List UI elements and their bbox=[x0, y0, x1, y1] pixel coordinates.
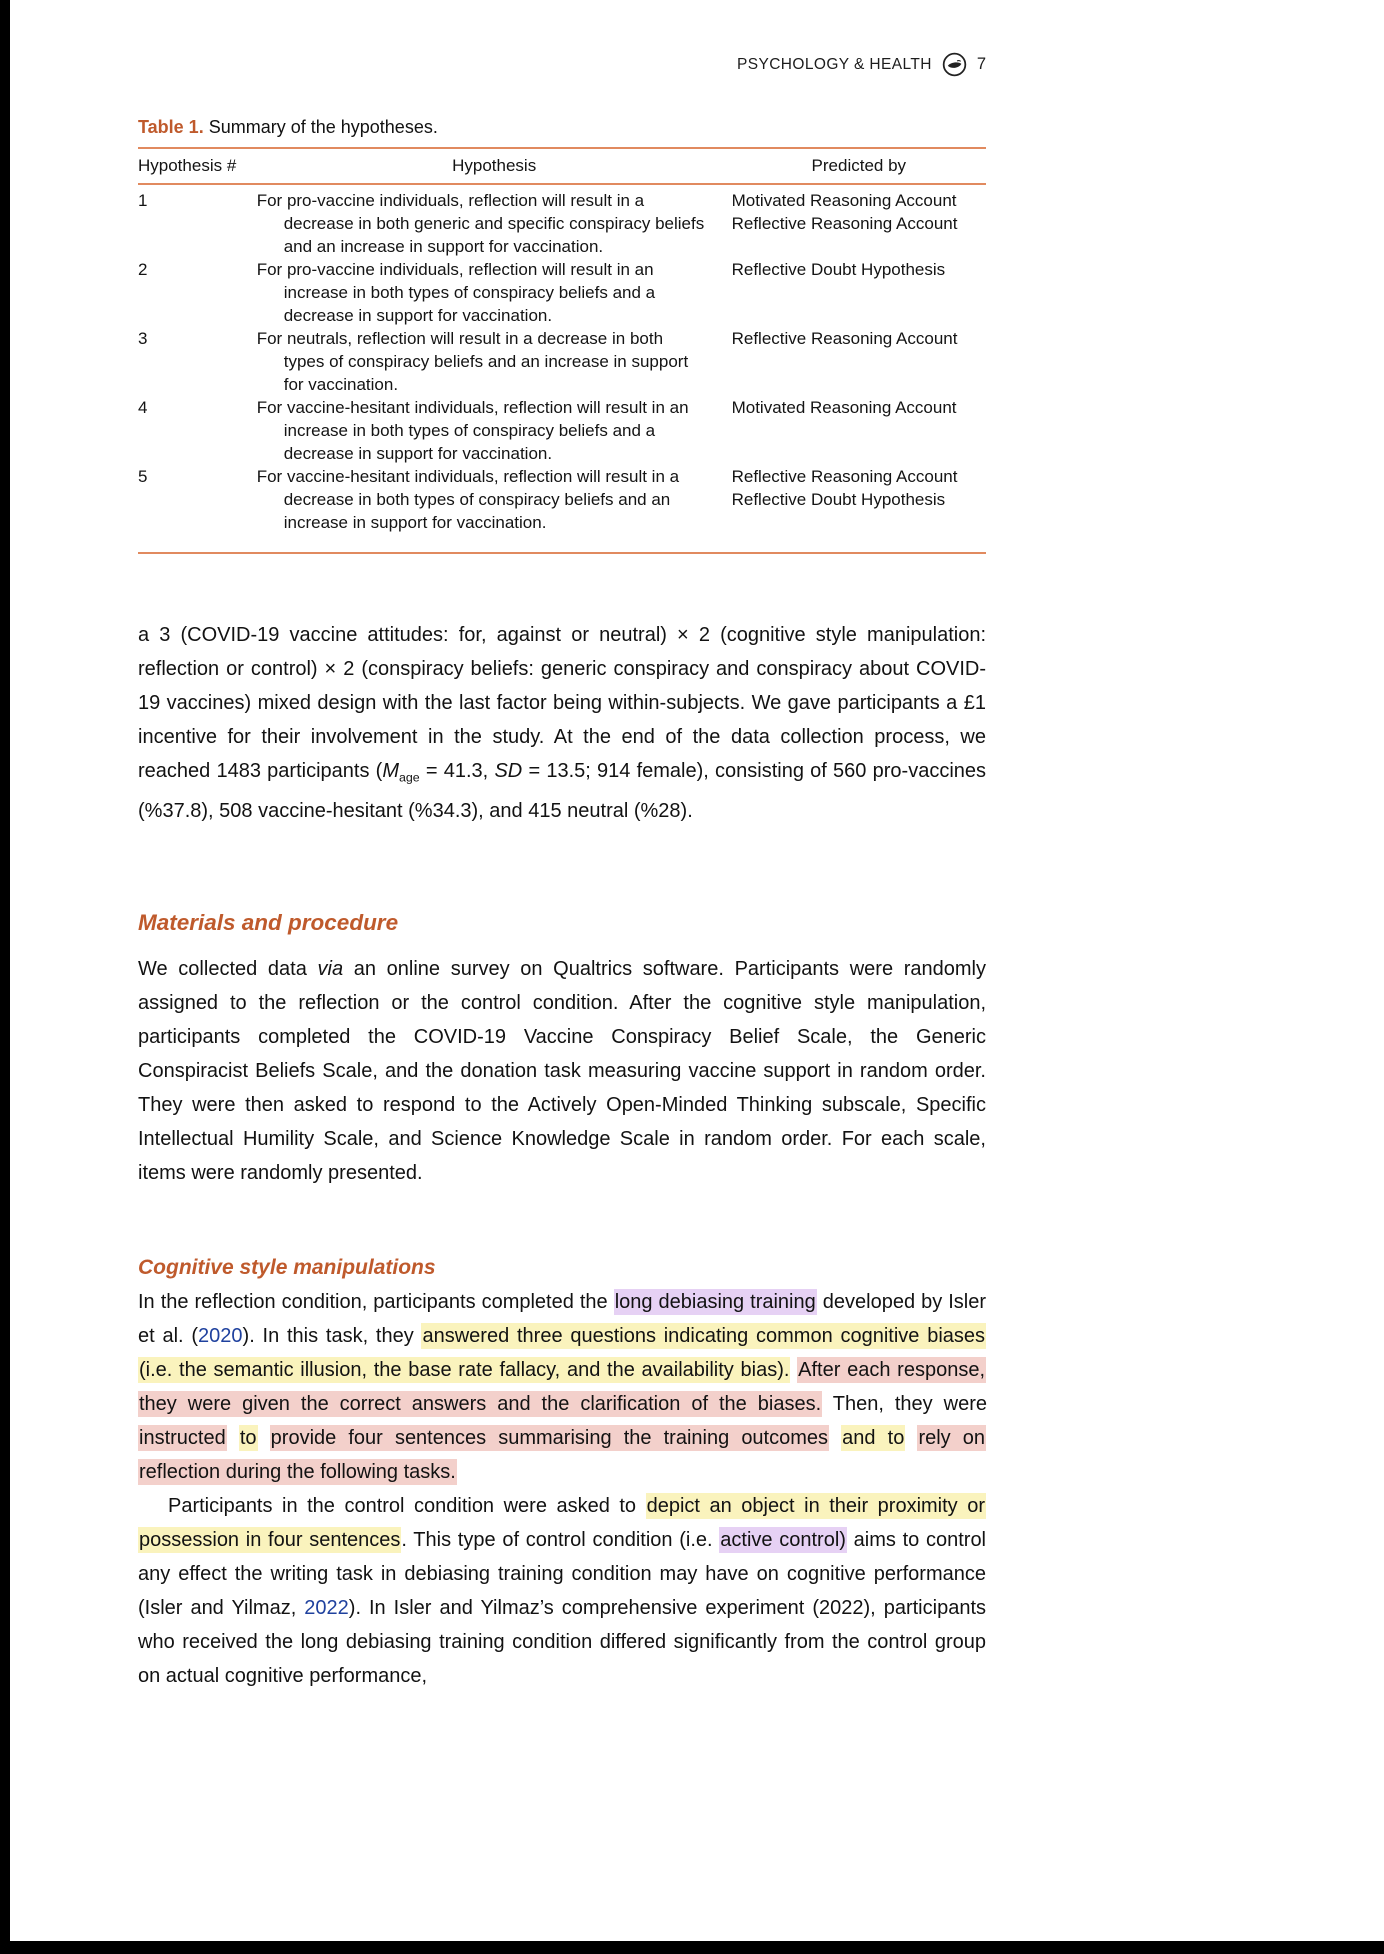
hypothesis-text: For pro-vaccine individuals, reflection will result in a decrease in both generic and specific conspiracy beliefs and an increase in support for vaccination. bbox=[256, 191, 705, 256]
table-caption bbox=[138, 117, 986, 138]
hypothesis-number: 1 bbox=[138, 191, 148, 210]
text-run: In the reflection condition, participants completed the bbox=[138, 1291, 614, 1314]
hypothesis-number: 2 bbox=[138, 260, 148, 279]
paragraph-study-design bbox=[138, 618, 986, 828]
seg-italic: SD bbox=[494, 760, 523, 782]
predicted-by-line: Motivated Reasoning Account bbox=[731, 191, 957, 210]
hypothesis-number: 5 bbox=[138, 467, 148, 486]
hypothesis-text: For vaccine-hesitant individuals, reflection will result in a decrease in both types of conspiracy beliefs and an increase in support for vaccination. bbox=[256, 467, 680, 532]
predicted-by bbox=[732, 465, 986, 553]
paragraph-cognitive-manipulations-1 bbox=[138, 1285, 986, 1489]
text-run: = 41.3, bbox=[419, 760, 495, 782]
column-header-hypothesis-number: Hypothesis # bbox=[138, 156, 237, 175]
predicted-by bbox=[732, 327, 986, 396]
table-row bbox=[138, 465, 986, 553]
predicted-by-line: Reflective Reasoning Account bbox=[731, 329, 958, 348]
highlight-pink: instructed bbox=[139, 1427, 226, 1450]
table-caption-text: Summary of the hypotheses. bbox=[208, 117, 438, 137]
hypotheses-table-body bbox=[138, 184, 986, 553]
table-row bbox=[138, 258, 986, 327]
text-run: developed by Isler et al. ( bbox=[138, 1291, 986, 1348]
hypotheses-table-head bbox=[138, 148, 986, 184]
section-heading-materials-and-procedure: Materials and procedure bbox=[138, 910, 399, 936]
seg-italic: M bbox=[382, 760, 399, 782]
highlight-yellow: answered three questions indicating common cognitive biases (i.e. the semantic illusion, the base rate fallacy, and the availability bias). bbox=[139, 1325, 986, 1382]
text-run bbox=[227, 1427, 239, 1449]
page-content bbox=[138, 0, 986, 1693]
highlight-purple: active control) bbox=[720, 1529, 846, 1552]
text-run: ). In Isler and Yilmaz’s comprehensive experiment (2022), participants who received the long debiasing training condition differed significantly from the control group on actual cognitive performance, bbox=[138, 1597, 986, 1688]
hypothesis-number: 3 bbox=[138, 329, 148, 348]
text-run: ). In this task, they bbox=[242, 1325, 422, 1348]
table-row bbox=[138, 396, 986, 465]
highlight-pink: provide four sentences summarising the training outcomes bbox=[270, 1427, 829, 1450]
paragraph-materials-and-procedure bbox=[138, 952, 986, 1190]
running-header bbox=[138, 52, 986, 77]
predicted-by-line: Motivated Reasoning Account bbox=[731, 398, 957, 417]
page-number: 7 bbox=[976, 55, 986, 73]
text-run: Participants in the control condition were asked to bbox=[168, 1495, 646, 1518]
hypotheses-table bbox=[138, 147, 986, 554]
column-header-predicted-by: Predicted by bbox=[811, 156, 907, 175]
table-row bbox=[138, 184, 986, 258]
highlight-pink: After each response, they were given the correct answers and the clarification of the biases. bbox=[139, 1359, 985, 1416]
predicted-by-line: Reflective Reasoning Account bbox=[731, 467, 958, 486]
hypothesis-text: For neutrals, reflection will result in a decrease in both types of conspiracy beliefs and an increase in support for vaccination. bbox=[256, 329, 689, 394]
highlight-yellow: and to bbox=[842, 1427, 905, 1450]
text-run: = 13.5; 914 female), consisting of 560 pro-vaccines (%37.8), 508 vaccine-hesitant (%34.3), and 415 neutral (%28). bbox=[138, 760, 987, 823]
page-edge-left bbox=[0, 0, 10, 1954]
citation-link-2020[interactable]: 2020 bbox=[198, 1325, 243, 1348]
text-run: Then, they were bbox=[822, 1393, 987, 1416]
table-header-row bbox=[138, 148, 986, 184]
taylor-francis-logo-icon bbox=[942, 52, 967, 77]
hypothesis-text: For vaccine-hesitant individuals, reflection will result in an increase in both types of conspiracy beliefs and a decrease in support for vaccination. bbox=[256, 398, 689, 463]
journal-title: PSYCHOLOGY & HEALTH bbox=[737, 55, 932, 73]
citation-link-2022[interactable]: 2022 bbox=[304, 1597, 349, 1620]
column-header-hypothesis: Hypothesis bbox=[452, 156, 537, 175]
text-run bbox=[829, 1427, 841, 1449]
text-run: a 3 (COVID-19 vaccine attitudes: for, against or neutral) × 2 (cognitive style manipulation: reflection or control) × 2 (conspiracy beliefs: generic conspiracy and conspiracy about COVID-19 vaccines) mixed design with the last factor being within-subjects. We gave participants a £1 incentive for their involvement in the study. At the end of the data collection process, we reached 1483 participants ( bbox=[138, 624, 986, 782]
seg-italic: via bbox=[317, 958, 344, 981]
highlight-pink: rely on reflection during the following tasks. bbox=[139, 1427, 986, 1484]
text-run bbox=[258, 1427, 270, 1449]
table-caption-label: Table 1. bbox=[138, 117, 204, 137]
predicted-by bbox=[732, 258, 986, 327]
table-row bbox=[138, 327, 986, 396]
highlight-yellow: depict an object in their proximity or possession in four sentences bbox=[139, 1495, 985, 1552]
text-run: We collected data bbox=[138, 958, 318, 981]
predicted-by bbox=[732, 396, 986, 465]
subsection-heading-cognitive-style-manipulations: Cognitive style manipulations bbox=[138, 1256, 436, 1280]
highlight-purple: long debiasing training bbox=[614, 1291, 816, 1314]
page-edge-bottom bbox=[0, 1941, 1384, 1954]
predicted-by-line: Reflective Doubt Hypothesis bbox=[731, 260, 946, 279]
text-run: aims to control any effect the writing task in debiasing training condition may have on cognitive performance (Isler and Yilmaz, bbox=[138, 1529, 987, 1620]
text-run: . This type of control condition (i.e. bbox=[401, 1529, 720, 1552]
predicted-by-line: Reflective Reasoning Account bbox=[731, 214, 958, 233]
highlight-yellow: to bbox=[239, 1427, 257, 1450]
seg-sub: age bbox=[398, 770, 420, 785]
hypothesis-number: 4 bbox=[138, 398, 148, 417]
predicted-by bbox=[732, 184, 986, 258]
paragraph-cognitive-manipulations-2 bbox=[138, 1489, 986, 1693]
text-run bbox=[905, 1427, 917, 1449]
hypothesis-text: For pro-vaccine individuals, reflection will result in an increase in both types of conspiracy beliefs and a decrease in support for vaccination. bbox=[256, 260, 656, 325]
predicted-by-line: Reflective Doubt Hypothesis bbox=[731, 490, 946, 509]
text-run: an online survey on Qualtrics software. Participants were randomly assigned to the reflection or the control condition. After the cognitive style manipulation, participants completed the COVID-19 Vaccine Conspiracy Belief Scale, the Generic Conspiracist Beliefs Scale, and the donation task measuring vaccine support in random order. They were then asked to respond to the Actively Open-Minded Thinking subscale, Specific Intellectual Humility Scale, and Science Knowledge Scale in random order. For each scale, items were randomly presented. bbox=[138, 958, 986, 1185]
